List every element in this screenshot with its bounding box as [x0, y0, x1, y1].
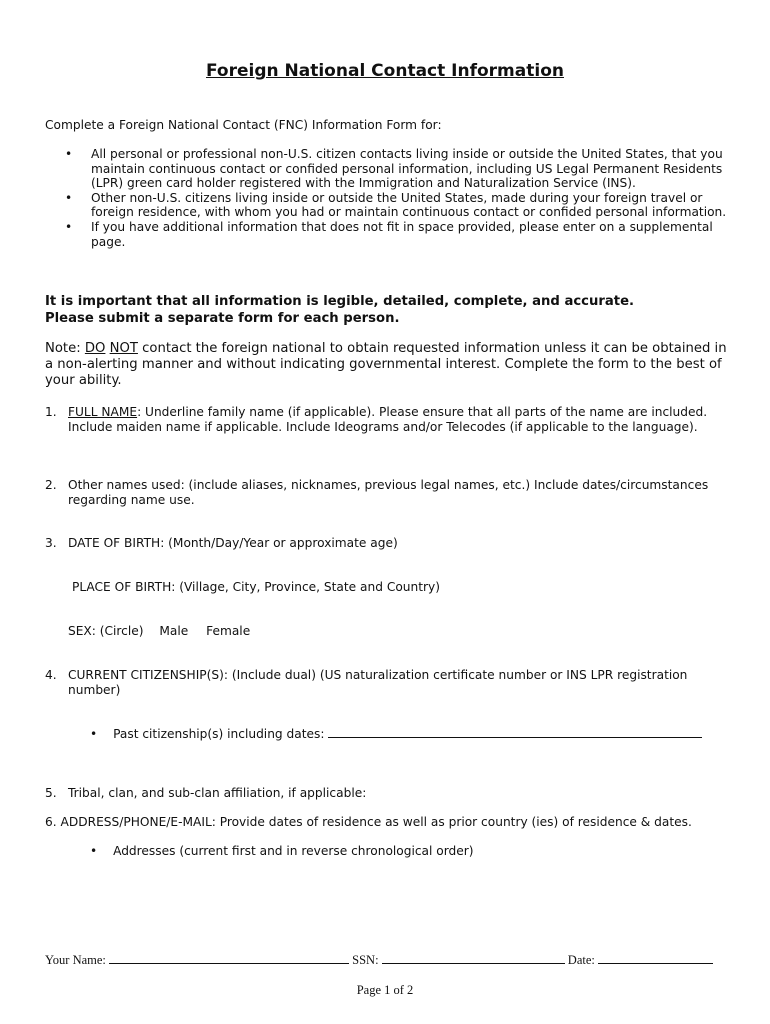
place-of-birth-text: PLACE OF BIRTH: (Village, City, Province, State and Country) [72, 580, 441, 594]
item-number: 4. [45, 668, 57, 682]
list-item [45, 191, 730, 220]
addresses-label: Addresses (current first and in reverse chronological order) [113, 844, 474, 858]
your-name-line[interactable] [109, 952, 349, 964]
your-name-label: Your Name: [45, 953, 106, 967]
past-citizenship-row [90, 726, 702, 742]
full-name-instructions: : Underline family name (if applicable). Please ensure that all parts of the name are included. Include maiden name if applicable. Include Ideograms and/or Telecodes (if applicable to the language). [68, 405, 708, 434]
page-title: Foreign National Contact Information [206, 61, 564, 81]
tribal-affiliation-text: Tribal, clan, and sub-clan affiliation, if applicable: [68, 786, 367, 800]
item-address [45, 815, 723, 830]
date-line[interactable] [598, 952, 713, 964]
date-label: Date: [567, 953, 595, 967]
item-number: 2. [45, 478, 57, 492]
sex-label: SEX: (Circle) [68, 624, 144, 638]
intro-text: Complete a Foreign National Contact (FNC) Information Form for: [45, 118, 442, 132]
page-number: Page 1 of 2 [356, 983, 414, 997]
date-of-birth-text: DATE OF BIRTH: (Month/Day/Year or approximate age) [68, 536, 398, 550]
full-name-label: FULL NAME [68, 405, 138, 419]
note-do: DO [84, 341, 106, 356]
bullet-icon: • [90, 844, 98, 858]
note-not: NOT [109, 341, 138, 356]
note-prefix: Note: [45, 341, 81, 356]
ssn-line[interactable] [382, 952, 565, 964]
item-number: 5. [45, 786, 57, 800]
list-item-text: All personal or professional non-U.S. citizen contacts living inside or outside the United States, that you maintain continuous contact or confided personal information, including US Legal Permanent Residents (LPR) green card holder registered with the Immigration and Naturalization Service (INS). [91, 147, 723, 191]
item-full-name [45, 405, 730, 434]
citizenship-text: CURRENT CITIZENSHIP(S): (Include dual) (US naturalization certificate number or INS LPR registration number) [68, 668, 688, 697]
sex-option-male[interactable]: Male [159, 624, 189, 638]
other-names-text: Other names used: (include aliases, nicknames, previous legal names, etc.) Include dates/circumstances regarding name use. [68, 478, 709, 507]
important-line-1: It is important that all information is legible, detailed, complete, and accurate. [45, 294, 635, 309]
bullet-icon: • [65, 147, 73, 161]
note-text: contact the foreign national to obtain requested information unless it can be obtained in a non-alerting manner and without indicating governmental interest. Complete the form to the best of your ability. [45, 341, 727, 389]
sex-field [68, 624, 250, 639]
bullet-icon: • [90, 727, 98, 741]
bullet-icon: • [65, 219, 73, 234]
important-notice [45, 293, 735, 327]
item-date-of-birth [45, 536, 730, 551]
list-item [45, 147, 730, 191]
item-number: 3. [45, 536, 57, 550]
list-item [45, 220, 730, 249]
item-number: 6. [45, 815, 57, 829]
past-citizenship-line[interactable] [328, 726, 702, 738]
address-text: ADDRESS/PHONE/E-MAIL: Provide dates of residence as well as prior country (ies) of residence & dates. [60, 815, 692, 829]
bullet-icon: • [65, 190, 73, 205]
ssn-label: SSN: [352, 953, 379, 967]
footer-signature-row [45, 952, 713, 968]
item-other-names [45, 478, 730, 507]
sex-option-female[interactable]: Female [206, 624, 251, 638]
list-item-text: If you have additional information that does not fit in space provided, please enter on a supplemental page. [91, 219, 713, 249]
item-tribal-affiliation [45, 786, 730, 801]
list-item-text: Other non-U.S. citizens living inside or outside the United States, made during your foreign travel or foreign residence, with whom you had or maintain continuous contact or confided personal information. [91, 190, 727, 220]
item-citizenship [45, 668, 730, 697]
fnc-criteria-list [45, 147, 730, 249]
addresses-row [90, 844, 474, 859]
item-number: 1. [45, 405, 57, 419]
important-line-2: Please submit a separate form for each person. [45, 311, 400, 326]
past-citizenship-label: Past citizenship(s) including dates: [113, 727, 325, 741]
note-paragraph [45, 341, 735, 390]
